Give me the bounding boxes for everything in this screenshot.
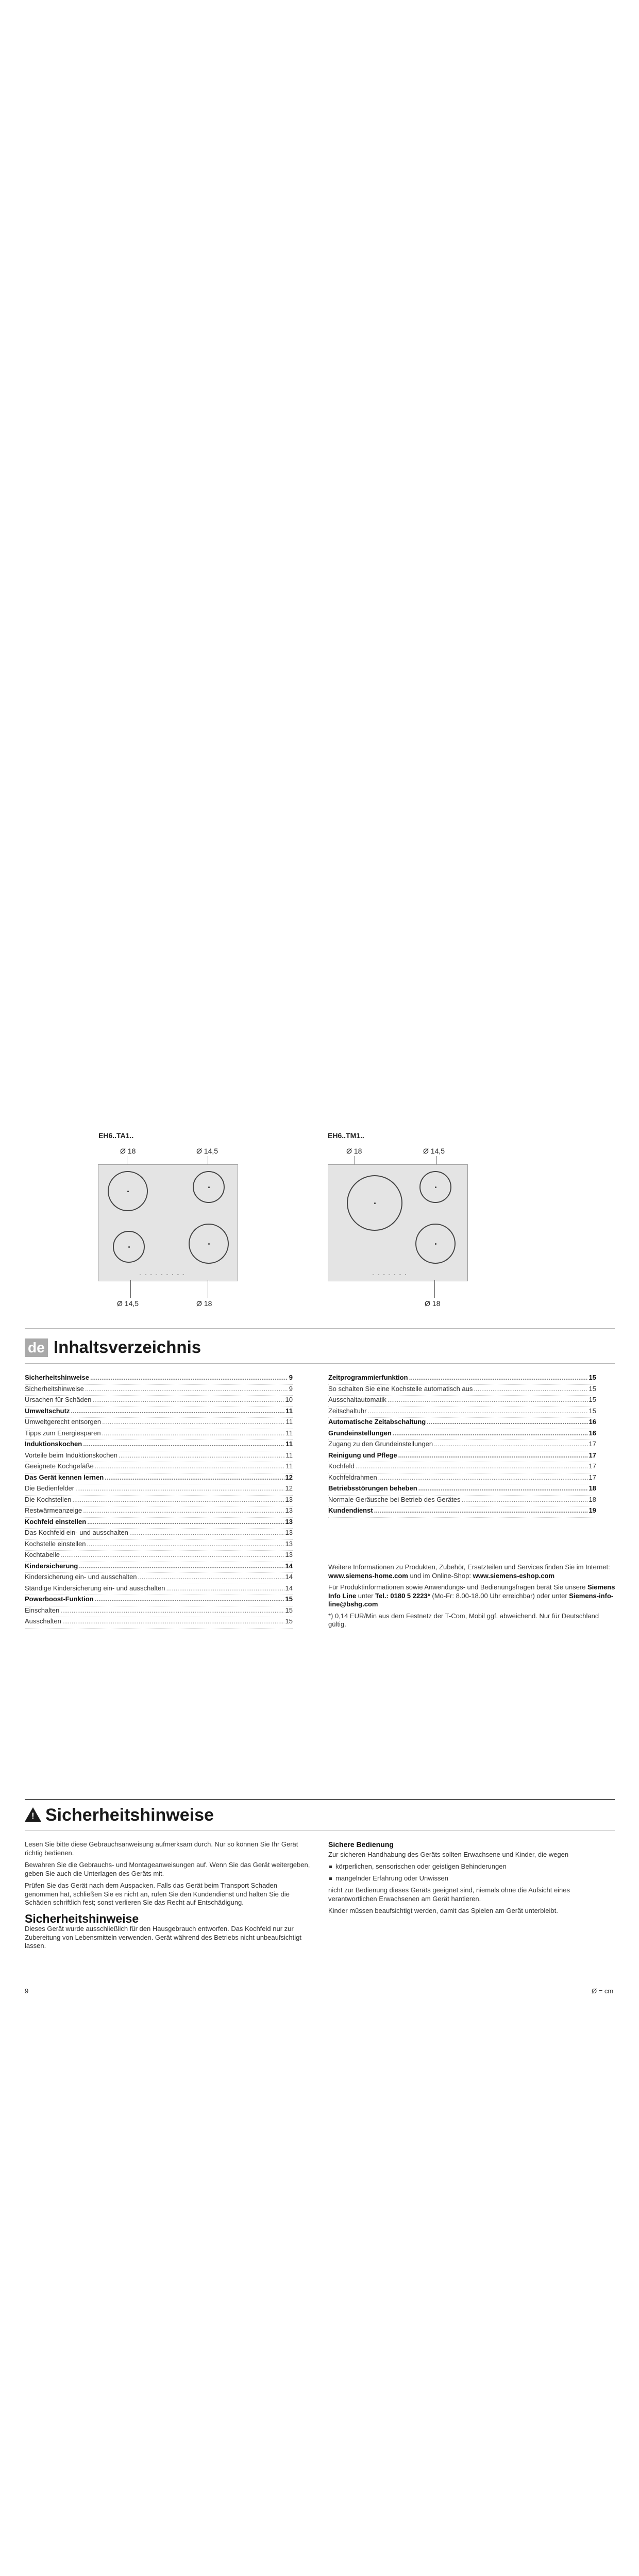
toc-entry[interactable] [328, 1385, 596, 1396]
service-info-web [328, 1563, 617, 1580]
toc-entry-page: 17 [588, 1440, 596, 1448]
paragraph: Dieses Gerät wurde ausschließlich für den Hausgebrauch entworfen. Das Kochfeld nur zur Zubereitung von Lebensmitteln verwenden. Gerät während des Betriebs nicht unbeaufsichtigt lassen. [25, 1925, 301, 1950]
toc-entry-title: So schalten Sie eine Kochstelle automatisch aus [328, 1384, 473, 1393]
info-line-name: Siemens Info Line [328, 1583, 615, 1600]
toc-entry[interactable] [25, 1451, 293, 1463]
toc-entry-title: Kochstelle einstellen [25, 1539, 86, 1548]
toc-entry-title: Induktionskochen [25, 1440, 82, 1448]
toc-entry-page: 16 [588, 1429, 596, 1437]
toc-entry[interactable] [25, 1374, 293, 1385]
info-text: Weitere Informationen zu Produkten, Zubehör, Ersatzteilen und Services finden Sie im Internet: [328, 1563, 610, 1571]
toc-entry[interactable] [25, 1418, 293, 1429]
cooking-zone [347, 1175, 402, 1231]
toc-leader-dots [367, 1407, 587, 1415]
toc-entry-page: 13 [285, 1529, 293, 1536]
toc-entry-title: Vorteile beim Induktionskochen [25, 1451, 117, 1459]
toc-entry[interactable] [25, 1407, 293, 1418]
cooking-zone [193, 1171, 225, 1203]
diagram-left-title: EH6..TA1.. [98, 1131, 134, 1140]
toc-entry-title: Kundendienst [328, 1506, 373, 1514]
page-number: 9 [25, 1987, 29, 1995]
toc-entry-title: Das Gerät kennen lernen [25, 1473, 104, 1481]
control-panel-strip: ▫ ▫ ▫ ▫ ▫ ▫ ▫ [373, 1273, 408, 1277]
toc-entry[interactable] [25, 1385, 293, 1396]
toc-entry-title: Einschalten [25, 1606, 60, 1614]
toc-leader-dots [85, 1385, 288, 1393]
toc-entry-page: 11 [285, 1462, 293, 1470]
toc-leader-dots [474, 1385, 587, 1393]
toc-entry-title: Zugang zu den Grundeinstellungen [328, 1440, 433, 1448]
toc-entry[interactable] [25, 1540, 293, 1551]
toc-leader-dots [87, 1540, 284, 1548]
toc-leader-dots [356, 1462, 588, 1470]
toc-leader-dots [388, 1396, 588, 1403]
toc-entry-title: Restwärmeanzeige [25, 1506, 82, 1514]
toc-entry[interactable] [25, 1562, 293, 1573]
toc-entry-page: 17 [588, 1473, 596, 1481]
shop-link[interactable]: www.siemens-eshop.com [473, 1571, 555, 1580]
paragraph: Zur sicheren Handhabung des Geräts sollten Erwachsene und Kinder, die wegen [328, 1850, 569, 1858]
info-text: Für Produktinformationen sowie Anwendungs- und Bedienungsfragen berät Sie unsere [328, 1583, 587, 1591]
hob-panel-left [98, 1164, 238, 1281]
control-panel-strip: ▫ ▫ ▫ ▫ ▫ ▫ ▫ ▫ ▫ [140, 1273, 186, 1277]
safety-left-column [25, 1840, 311, 1954]
toc-entry-page: 18 [588, 1484, 596, 1492]
toc-entry-title: Kochfeld [328, 1462, 355, 1470]
safety-subheading: Sicherheitshinweise [25, 1911, 139, 1925]
toc-leader-dots [87, 1518, 284, 1526]
toc-entry-page: 13 [285, 1517, 293, 1526]
toc-entry-page: 10 [285, 1396, 293, 1403]
diagram-right-top-label-2: Ø 14,5 [423, 1147, 445, 1155]
toc-right-column [328, 1374, 596, 1518]
toc-leader-dots [92, 1396, 284, 1403]
toc-entry-title: Umweltschutz [25, 1406, 70, 1415]
diagram-left-top-label-2: Ø 14,5 [196, 1147, 218, 1155]
safety-title [25, 1805, 214, 1825]
toc-entry[interactable] [328, 1440, 596, 1451]
toc-entry-title: Kochfeldrahmen [328, 1473, 377, 1481]
bullet-item: mangelnder Erfahrung oder Unwissen [328, 1874, 614, 1883]
toc-entry[interactable] [25, 1551, 293, 1562]
toc-entry-title: Automatische Zeitabschaltung [328, 1418, 426, 1426]
leader-line [130, 1280, 131, 1298]
paragraph: Lesen Sie bitte diese Gebrauchsanweisung aufmerksam durch. Nur so können Sie Ihr Gerät richtig bedienen. [25, 1840, 298, 1857]
toc-leader-dots [83, 1506, 284, 1514]
warning-icon [25, 1807, 41, 1822]
toc-entry-page: 13 [285, 1539, 293, 1548]
divider [25, 1328, 615, 1329]
toc-entry-title: Reinigung und Pflege [328, 1451, 397, 1459]
toc-entry[interactable] [328, 1473, 596, 1485]
toc-leader-dots [105, 1473, 284, 1481]
toc-entry[interactable] [328, 1407, 596, 1418]
divider [25, 1363, 615, 1364]
toc-leader-dots [374, 1506, 588, 1514]
toc-leader-dots [72, 1496, 284, 1503]
toc-leader-dots [62, 1617, 284, 1625]
service-info-footnote: *) 0,14 EUR/Min aus dem Festnetz der T-Com, Mobil ggf. abweichend. Nur für Deutschland gültig. [328, 1612, 599, 1628]
toc-leader-dots [75, 1484, 284, 1492]
toc-entry-title: Zeitprogrammierfunktion [328, 1374, 408, 1381]
toc-entry-title: Die Kochstellen [25, 1495, 72, 1503]
toc-entry-page: 12 [285, 1473, 293, 1481]
toc-entry-page: 15 [285, 1606, 293, 1614]
toc-leader-dots [398, 1451, 588, 1459]
info-text: und im Online-Shop: [408, 1571, 473, 1580]
cooking-zone [419, 1171, 451, 1203]
safe-operation-heading: Sichere Bedienung [328, 1840, 394, 1849]
toc-leader-dots [90, 1374, 288, 1381]
toc-entry[interactable] [328, 1429, 596, 1440]
toc-leader-dots [61, 1551, 284, 1558]
toc-entry-page: 11 [285, 1429, 293, 1437]
toc-entry-title: Ausschalten [25, 1617, 61, 1625]
toc-entry-title: Umweltgerecht entsorgen [25, 1418, 102, 1426]
toc-entry-title: Das Kochfeld ein- und ausschalten [25, 1529, 128, 1536]
toc-entry-title: Kochtabelle [25, 1551, 60, 1558]
toc-leader-dots [95, 1595, 284, 1603]
toc-entry-title: Powerboost-Funktion [25, 1595, 94, 1603]
toc-entry-page: 15 [588, 1396, 596, 1403]
phone-number: Tel.: 0180 5 2223* [375, 1591, 430, 1600]
toc-entry[interactable] [328, 1506, 596, 1518]
toc-entry[interactable] [25, 1473, 293, 1485]
toc-entry[interactable] [328, 1374, 596, 1385]
info-text: unter [356, 1591, 376, 1600]
diagram-left-bottom-label-2: Ø 18 [196, 1299, 212, 1308]
toc-entry[interactable] [25, 1440, 293, 1451]
toc-leader-dots [393, 1429, 588, 1437]
cooking-zone [113, 1231, 145, 1263]
toc-entry-page: 11 [285, 1451, 293, 1459]
toc-leader-dots [138, 1573, 284, 1581]
toc-entry-page: 14 [285, 1573, 293, 1581]
toc-entry-title: Ursachen für Schäden [25, 1396, 92, 1403]
toc-leader-dots [79, 1562, 284, 1570]
safety-right-column [328, 1840, 614, 1919]
toc-entry-page: 19 [588, 1506, 596, 1514]
toc-entry[interactable] [25, 1617, 293, 1629]
toc-left-column [25, 1374, 293, 1629]
diagram-right-top-label-1: Ø 18 [346, 1147, 362, 1155]
paragraph: Prüfen Sie das Gerät nach dem Auspacken. Falls das Gerät beim Transport Schaden genommen hat, schließen Sie es nicht an, rufen Sie den Kundendienst und halten Sie die Schäden schriftlich fest; sonst verlieren Sie das Recht auf Entschädigung. [25, 1882, 290, 1906]
safety-title-text: Sicherheitshinweise [45, 1805, 214, 1825]
toc-leader-dots [102, 1429, 285, 1437]
toc-leader-dots [60, 1606, 284, 1614]
toc-entry[interactable] [328, 1396, 596, 1407]
language-tag: de [25, 1338, 48, 1357]
toc-entry-page: 17 [588, 1462, 596, 1470]
toc-entry[interactable] [328, 1484, 596, 1496]
toc-entry-page: 17 [588, 1451, 596, 1459]
divider [25, 1830, 615, 1831]
toc-entry-title: Normale Geräusche bei Betrieb des Gerätes [328, 1495, 461, 1503]
diagram-left-bottom-label-1: Ø 14,5 [117, 1299, 139, 1308]
toc-leader-dots [102, 1418, 284, 1426]
toc-leader-dots [83, 1440, 284, 1448]
toc-leader-dots [427, 1418, 587, 1426]
toc-entry-page: 12 [285, 1484, 293, 1492]
toc-entry-page: 18 [588, 1495, 596, 1503]
toc-entry[interactable] [328, 1496, 596, 1507]
website-link[interactable]: www.siemens-home.com [328, 1571, 408, 1580]
diagram-left-top-label-1: Ø 18 [120, 1147, 136, 1155]
toc-entry-page: 9 [289, 1384, 293, 1393]
paragraph: nicht zur Bedienung dieses Geräts geeignet sind, niemals ohne die Aufsicht eines verantwortlichen Erwachsenen am Gerät hantieren. [328, 1886, 570, 1903]
toc-entry-title: Zeitschaltuhr [328, 1406, 367, 1415]
cooking-zone [415, 1224, 456, 1264]
cooking-zone [108, 1171, 148, 1211]
toc-entry[interactable] [25, 1396, 293, 1407]
toc-entry[interactable] [25, 1573, 293, 1584]
toc-entry[interactable] [25, 1496, 293, 1507]
toc-entry[interactable] [25, 1584, 293, 1596]
toc-entry-title: Kindersicherung ein- und ausschalten [25, 1573, 137, 1581]
toc-entry-page: 14 [285, 1562, 293, 1570]
toc-entry[interactable] [328, 1451, 596, 1463]
toc-entry-page: 15 [588, 1384, 596, 1393]
toc-entry-title: Geeignete Kochgefäße [25, 1462, 94, 1470]
toc-entry-page: 14 [285, 1584, 293, 1592]
toc-entry-page: 13 [285, 1506, 293, 1514]
toc-entry[interactable] [25, 1606, 293, 1618]
toc-entry-page: 11 [285, 1440, 293, 1448]
toc-entry[interactable] [25, 1529, 293, 1540]
toc-leader-dots [409, 1374, 588, 1381]
toc-entry[interactable] [328, 1418, 596, 1429]
toc-entry-page: 9 [289, 1374, 293, 1381]
toc-leader-dots [418, 1484, 588, 1492]
toc-entry-title: Ständige Kindersicherung ein- und ausschalten [25, 1584, 165, 1592]
bullet-list [328, 1862, 614, 1883]
paragraph: Kinder müssen beaufsichtigt werden, damit das Spielen am Gerät unterbleibt. [328, 1907, 558, 1914]
service-info [328, 1563, 617, 1632]
toc-leader-dots [129, 1529, 284, 1536]
diagram-right-title: EH6..TM1.. [328, 1131, 364, 1140]
toc-entry-page: 15 [285, 1595, 293, 1603]
toc-leader-dots [166, 1584, 284, 1592]
toc-entry-page: 15 [588, 1374, 596, 1381]
leader-line [434, 1280, 435, 1298]
toc-leader-dots [434, 1440, 587, 1448]
toc-entry-page: 11 [285, 1418, 293, 1426]
cooking-zone [189, 1224, 229, 1264]
diagram-right-bottom-label-1: Ø 18 [425, 1299, 441, 1308]
toc-entry-page: 11 [285, 1406, 293, 1415]
toc-entry-title: Sicherheitshinweise [25, 1384, 84, 1393]
toc-entry[interactable] [25, 1462, 293, 1473]
toc-entry[interactable] [25, 1429, 293, 1440]
toc-entry-page: 13 [285, 1495, 293, 1503]
toc-entry-page: 15 [285, 1617, 293, 1625]
service-info-hotline [328, 1583, 617, 1609]
paragraph: Bewahren Sie die Gebrauchs- und Montageanweisungen auf. Wenn Sie das Gerät weitergeben, geben Sie auch die Unterlagen des Geräts mit. [25, 1861, 310, 1877]
toc-leader-dots [462, 1496, 588, 1503]
toc-entry[interactable] [25, 1518, 293, 1529]
toc-leader-dots [378, 1473, 588, 1481]
toc-entry-title: Tipps zum Energiesparen [25, 1429, 101, 1437]
toc-entry[interactable] [25, 1506, 293, 1518]
toc-title: Inhaltsverzeichnis [54, 1337, 201, 1357]
toc-leader-dots [71, 1407, 284, 1415]
toc-entry-title: Kindersicherung [25, 1562, 78, 1570]
toc-entry-page: 13 [285, 1551, 293, 1558]
toc-entry-title: Die Bedienfelder [25, 1484, 75, 1492]
bullet-item: körperlichen, sensorischen oder geistigen Behinderungen [328, 1862, 614, 1871]
toc-entry[interactable] [25, 1484, 293, 1496]
toc-entry-page: 15 [588, 1406, 596, 1415]
toc-leader-dots [119, 1451, 285, 1459]
toc-entry-title: Kochfeld einstellen [25, 1517, 87, 1526]
toc-leader-dots [95, 1462, 285, 1470]
info-text: (Mo-Fr: 8.00-18.00 Uhr erreichbar) oder unter [430, 1591, 569, 1600]
hob-panel-right [328, 1164, 468, 1281]
section-divider [25, 1799, 615, 1800]
unit-note: Ø = cm [592, 1987, 614, 1995]
toc-entry-title: Sicherheitshinweise [25, 1374, 89, 1381]
toc-entry[interactable] [25, 1595, 293, 1606]
toc-entry-title: Ausschaltautomatik [328, 1396, 386, 1403]
toc-entry-title: Grundeinstellungen [328, 1429, 392, 1437]
toc-entry-title: Betriebsstörungen beheben [328, 1484, 417, 1492]
email-link[interactable]: Siemens-info-line@bshg.com [328, 1591, 614, 1608]
toc-entry[interactable] [328, 1462, 596, 1473]
toc-entry-page: 16 [588, 1418, 596, 1426]
